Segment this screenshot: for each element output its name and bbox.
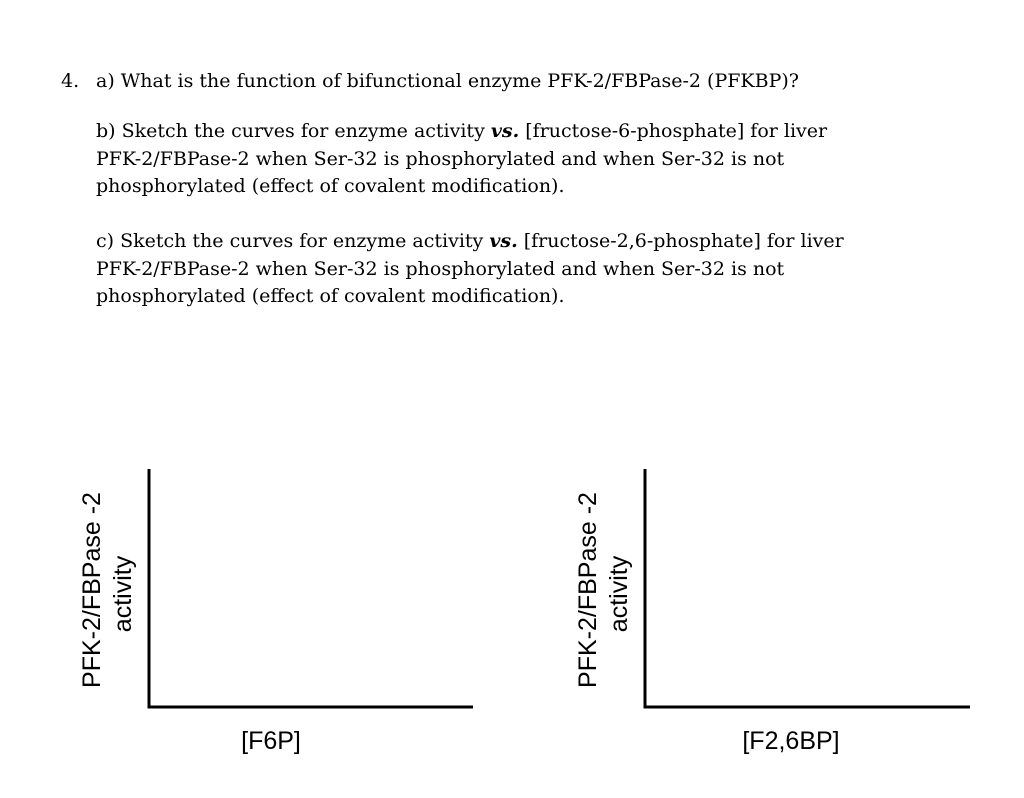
left-ylabel-line-2: activity — [109, 555, 137, 633]
right-ylabel-line-2: activity — [605, 555, 633, 633]
part-b-line-1-pre: b) Sketch the curves for enzyme activity — [96, 120, 491, 142]
part-c-line-3: phosphorylated (effect of covalent modification). — [96, 285, 565, 307]
left-plot — [78, 469, 473, 755]
question-number: 4. — [61, 70, 80, 92]
part-b-line-2: PFK-2/FBPase-2 when Ser-32 is phosphorylated and when Ser-32 is not — [96, 147, 785, 170]
right-xlabel: [F2,6BP] — [742, 727, 840, 755]
part-c-line-2: PFK-2/FBPase-2 when Ser-32 is phosphorylated and when Ser-32 is not — [96, 257, 785, 280]
part-c-line-1-pre: c) Sketch the curves for enzyme activity — [96, 230, 490, 252]
part-b-line-1-post: [fructose-6-phosphate] for liver — [519, 120, 828, 142]
right-plot — [574, 469, 970, 755]
part-b-line-3: phosphorylated (effect of covalent modification). — [96, 175, 565, 197]
part-c-line-1-post: [fructose-2,6-phosphate] for liver — [517, 230, 844, 252]
question-part-a: a) What is the function of bifunctional enzyme PFK-2/FBPase-2 (PFKBP)? — [96, 70, 799, 92]
left-ylabel-line-1: PFK-2/FBPase -2 — [78, 492, 106, 688]
part-b-vs: vs. — [490, 120, 520, 142]
left-xlabel: [F6P] — [241, 727, 301, 755]
right-ylabel-line-1: PFK-2/FBPase -2 — [574, 492, 602, 688]
part-c-vs: vs. — [489, 230, 518, 252]
